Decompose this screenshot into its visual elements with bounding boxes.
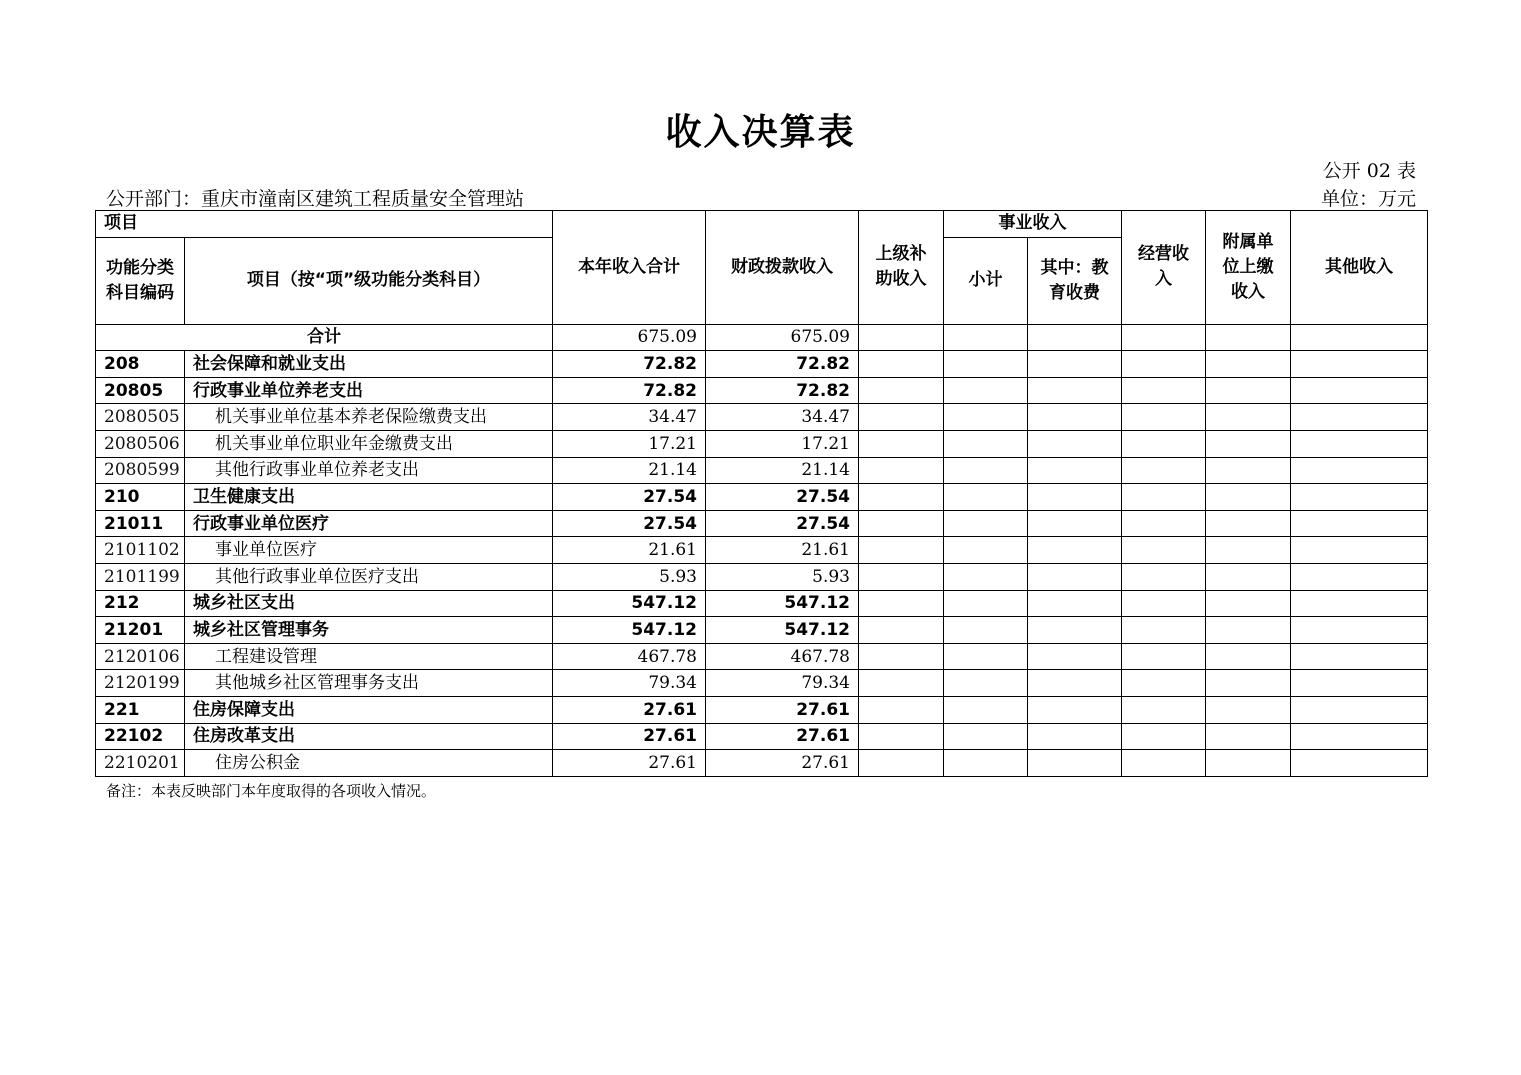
- header-business-group: 事业收入: [944, 211, 1122, 238]
- empty-cell: [1291, 537, 1428, 564]
- table-row: [96, 484, 1428, 511]
- empty-cell: [1028, 484, 1122, 511]
- header-project: 项目: [96, 211, 553, 238]
- row-total: 27.61: [553, 696, 706, 723]
- table-row: [96, 670, 1428, 697]
- row-name: 其他行政事业单位医疗支出: [185, 563, 553, 590]
- empty-cell: [1291, 723, 1428, 750]
- header-other: 其他收入: [1291, 211, 1428, 325]
- row-fiscal: 34.47: [706, 404, 859, 431]
- row-fiscal: 27.61: [706, 696, 859, 723]
- table-row: [96, 696, 1428, 723]
- empty-cell: [859, 351, 944, 378]
- empty-cell: [859, 670, 944, 697]
- income-table: [95, 210, 1428, 777]
- empty-cell: [1122, 510, 1206, 537]
- row-total: 34.47: [553, 404, 706, 431]
- row-total: 547.12: [553, 590, 706, 617]
- empty-cell: [1122, 670, 1206, 697]
- empty-cell: [1206, 351, 1291, 378]
- row-total: 27.54: [553, 484, 706, 511]
- empty-cell: [1291, 590, 1428, 617]
- empty-cell: [1206, 510, 1291, 537]
- empty-cell: [1206, 430, 1291, 457]
- empty-cell: [1028, 750, 1122, 777]
- form-number: 公开 02 表: [1322, 160, 1416, 182]
- row-code: 208: [96, 351, 185, 378]
- header-affiliated: 附属单位上缴收入: [1206, 211, 1291, 325]
- header-code: 功能分类科目编码: [96, 237, 185, 324]
- empty-cell: [859, 404, 944, 431]
- row-total: 27.61: [553, 750, 706, 777]
- empty-cell: [1028, 430, 1122, 457]
- empty-cell: [1291, 696, 1428, 723]
- header-item: 项目（按“项”级功能分类科目）: [185, 237, 553, 324]
- empty-cell: [859, 723, 944, 750]
- row-name: 住房公积金: [185, 750, 553, 777]
- row-name: 卫生健康支出: [185, 484, 553, 511]
- empty-cell: [1206, 696, 1291, 723]
- empty-cell: [1122, 484, 1206, 511]
- empty-cell: [1028, 723, 1122, 750]
- empty-cell: [1291, 484, 1428, 511]
- total-label: 合计: [96, 324, 553, 351]
- empty-cell: [859, 696, 944, 723]
- empty-cell: [1122, 430, 1206, 457]
- row-total: 27.54: [553, 510, 706, 537]
- row-code: 2120106: [96, 643, 185, 670]
- page-title: 收入决算表: [665, 112, 856, 153]
- empty-cell: [1291, 377, 1428, 404]
- empty-cell: [859, 510, 944, 537]
- row-fiscal: 27.54: [706, 484, 859, 511]
- table-row: [96, 404, 1428, 431]
- empty-cell: [1291, 351, 1428, 378]
- table-row: [96, 537, 1428, 564]
- row-fiscal: 79.34: [706, 670, 859, 697]
- empty-cell: [944, 670, 1028, 697]
- empty-cell: [1028, 563, 1122, 590]
- row-name: 机关事业单位基本养老保险缴费支出: [185, 404, 553, 431]
- empty-cell: [944, 484, 1028, 511]
- row-fiscal: 27.61: [706, 750, 859, 777]
- table-row: [96, 377, 1428, 404]
- row-fiscal: 21.61: [706, 537, 859, 564]
- empty-cell: [859, 750, 944, 777]
- empty-cell: [1122, 723, 1206, 750]
- department-label: 公开部门：重庆市潼南区建筑工程质量安全管理站: [106, 188, 525, 210]
- header-operating: 经营收入: [1122, 211, 1206, 325]
- row-name: 其他城乡社区管理事务支出: [185, 670, 553, 697]
- empty-cell: [944, 537, 1028, 564]
- row-fiscal: 27.54: [706, 510, 859, 537]
- row-total: 27.61: [553, 723, 706, 750]
- row-code: 21201: [96, 617, 185, 644]
- empty-cell: [1206, 537, 1291, 564]
- empty-cell: [1028, 377, 1122, 404]
- row-fiscal: 547.12: [706, 590, 859, 617]
- empty-cell: [1028, 510, 1122, 537]
- table-row: [96, 563, 1428, 590]
- empty-cell: [1206, 643, 1291, 670]
- table-row: [96, 351, 1428, 378]
- empty-cell: [944, 377, 1028, 404]
- empty-cell: [859, 590, 944, 617]
- header-row-1: [96, 211, 1428, 238]
- empty-cell: [944, 696, 1028, 723]
- header-subtotal: 小计: [944, 237, 1028, 324]
- empty-cell: [1028, 670, 1122, 697]
- row-total: 17.21: [553, 430, 706, 457]
- row-code: 2080599: [96, 457, 185, 484]
- row-fiscal: 21.14: [706, 457, 859, 484]
- row-name: 行政事业单位医疗: [185, 510, 553, 537]
- row-name: 事业单位医疗: [185, 537, 553, 564]
- empty-cell: [1291, 563, 1428, 590]
- table-row: [96, 590, 1428, 617]
- empty-cell: [1122, 563, 1206, 590]
- table-row: [96, 457, 1428, 484]
- empty-cell: [859, 643, 944, 670]
- row-total: 79.34: [553, 670, 706, 697]
- empty-cell: [1206, 404, 1291, 431]
- row-code: 21011: [96, 510, 185, 537]
- total-amount: 675.09: [553, 324, 706, 351]
- empty-cell: [1122, 696, 1206, 723]
- empty-cell: [1291, 643, 1428, 670]
- row-code: 2120199: [96, 670, 185, 697]
- empty-cell: [944, 750, 1028, 777]
- empty-cell: [1291, 430, 1428, 457]
- row-code: 210: [96, 484, 185, 511]
- row-fiscal: 467.78: [706, 643, 859, 670]
- row-code: 2101199: [96, 563, 185, 590]
- table-row: [96, 723, 1428, 750]
- empty-cell: [1028, 643, 1122, 670]
- row-code: 221: [96, 696, 185, 723]
- empty-cell: [1122, 377, 1206, 404]
- row-name: 住房保障支出: [185, 696, 553, 723]
- empty-cell: [944, 404, 1028, 431]
- empty-cell: [1028, 537, 1122, 564]
- row-fiscal: 27.61: [706, 723, 859, 750]
- row-code: 20805: [96, 377, 185, 404]
- row-fiscal: 72.82: [706, 351, 859, 378]
- empty-cell: [859, 484, 944, 511]
- empty-cell: [944, 351, 1028, 378]
- empty-cell: [1206, 723, 1291, 750]
- empty-cell: [1206, 377, 1291, 404]
- total-fiscal: 675.09: [706, 324, 859, 351]
- empty-cell: [859, 430, 944, 457]
- table-row: [96, 430, 1428, 457]
- empty-cell: [1291, 617, 1428, 644]
- row-fiscal: 72.82: [706, 377, 859, 404]
- header-education: 其中：教育收费: [1028, 237, 1122, 324]
- row-name: 社会保障和就业支出: [185, 351, 553, 378]
- row-fiscal: 17.21: [706, 430, 859, 457]
- row-total: 72.82: [553, 377, 706, 404]
- row-name: 工程建设管理: [185, 643, 553, 670]
- empty-cell: [1291, 670, 1428, 697]
- row-fiscal: 547.12: [706, 617, 859, 644]
- row-code: 2080506: [96, 430, 185, 457]
- empty-cell: [1291, 457, 1428, 484]
- row-name: 城乡社区支出: [185, 590, 553, 617]
- empty-cell: [859, 563, 944, 590]
- empty-cell: [1122, 457, 1206, 484]
- empty-cell: [944, 617, 1028, 644]
- empty-cell: [944, 723, 1028, 750]
- empty-cell: [1206, 670, 1291, 697]
- row-code: 2080505: [96, 404, 185, 431]
- empty-cell: [1122, 643, 1206, 670]
- header-fiscal: 财政拨款收入: [706, 211, 859, 325]
- row-total: 5.93: [553, 563, 706, 590]
- row-name: 其他行政事业单位养老支出: [185, 457, 553, 484]
- empty-cell: [1206, 324, 1291, 351]
- empty-cell: [1291, 510, 1428, 537]
- row-total: 72.82: [553, 351, 706, 378]
- empty-cell: [859, 537, 944, 564]
- header-total: 本年收入合计: [553, 211, 706, 325]
- table-row: [96, 617, 1428, 644]
- empty-cell: [1206, 563, 1291, 590]
- row-code: 2101102: [96, 537, 185, 564]
- empty-cell: [1122, 351, 1206, 378]
- empty-cell: [944, 590, 1028, 617]
- row-name: 城乡社区管理事务: [185, 617, 553, 644]
- empty-cell: [1122, 537, 1206, 564]
- empty-cell: [1122, 617, 1206, 644]
- empty-cell: [1206, 484, 1291, 511]
- empty-cell: [1206, 457, 1291, 484]
- empty-cell: [1291, 324, 1428, 351]
- row-fiscal: 5.93: [706, 563, 859, 590]
- empty-cell: [859, 617, 944, 644]
- empty-cell: [1028, 696, 1122, 723]
- empty-cell: [1291, 750, 1428, 777]
- empty-cell: [1291, 404, 1428, 431]
- empty-cell: [944, 563, 1028, 590]
- table-row: [96, 750, 1428, 777]
- empty-cell: [1122, 324, 1206, 351]
- row-total: 21.14: [553, 457, 706, 484]
- row-code: 212: [96, 590, 185, 617]
- empty-cell: [944, 324, 1028, 351]
- empty-cell: [859, 324, 944, 351]
- row-name: 住房改革支出: [185, 723, 553, 750]
- empty-cell: [944, 510, 1028, 537]
- empty-cell: [1206, 590, 1291, 617]
- empty-cell: [944, 643, 1028, 670]
- row-total: 21.61: [553, 537, 706, 564]
- unit-label: 单位：万元: [1320, 188, 1416, 210]
- row-name: 行政事业单位养老支出: [185, 377, 553, 404]
- row-name: 机关事业单位职业年金缴费支出: [185, 430, 553, 457]
- empty-cell: [1028, 457, 1122, 484]
- row-code: 22102: [96, 723, 185, 750]
- empty-cell: [1028, 324, 1122, 351]
- empty-cell: [944, 430, 1028, 457]
- footnote: 备注：本表反映部门本年度取得的各项收入情况。: [106, 782, 437, 800]
- empty-cell: [1122, 590, 1206, 617]
- table-row: [96, 643, 1428, 670]
- table-row: [96, 510, 1428, 537]
- empty-cell: [859, 377, 944, 404]
- empty-cell: [1122, 404, 1206, 431]
- empty-cell: [859, 457, 944, 484]
- row-total: 467.78: [553, 643, 706, 670]
- empty-cell: [1028, 404, 1122, 431]
- empty-cell: [1206, 750, 1291, 777]
- empty-cell: [1122, 750, 1206, 777]
- row-total: 547.12: [553, 617, 706, 644]
- total-row: [96, 324, 1428, 351]
- empty-cell: [944, 457, 1028, 484]
- header-superior: 上级补助收入: [859, 211, 944, 325]
- row-code: 2210201: [96, 750, 185, 777]
- empty-cell: [1028, 351, 1122, 378]
- empty-cell: [1028, 590, 1122, 617]
- empty-cell: [1206, 617, 1291, 644]
- empty-cell: [1028, 617, 1122, 644]
